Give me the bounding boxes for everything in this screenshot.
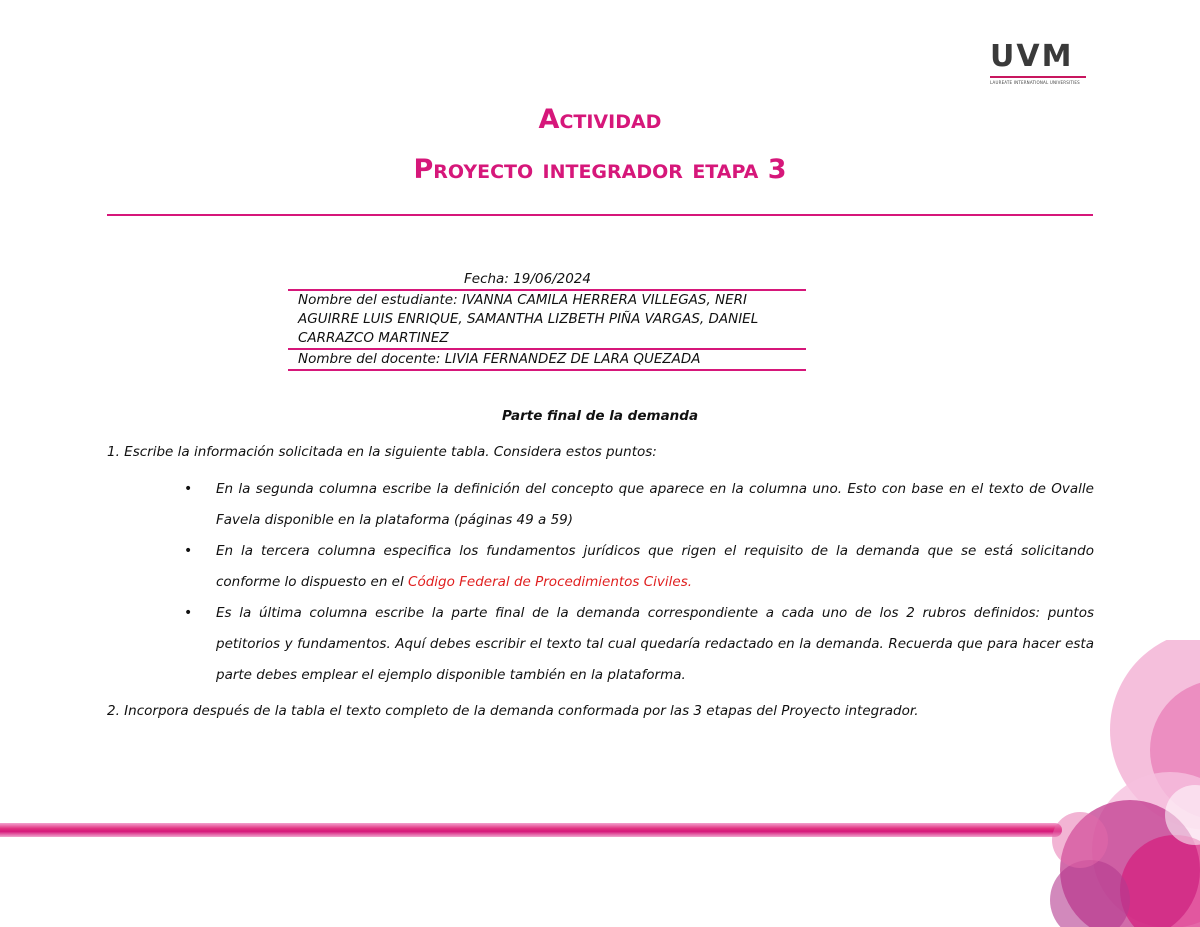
logo-text: UVM [990, 39, 1074, 74]
bullet-text: En la segunda columna escribe la definición del concepto que aparece en la columna uno. Esto con base en el texto de Ovalle Favela disponible en la plataforma (páginas 49 a 59) [216, 481, 1094, 528]
students-field [288, 291, 806, 350]
logo-underline [990, 76, 1086, 78]
teacher-field: Nombre del docente: LIVIA FERNANDEZ DE LARA QUEZADA [288, 350, 806, 371]
bullet-item [176, 474, 1094, 536]
logo-subtitle: LAUREATE INTERNATIONAL UNIVERSITIES [990, 80, 1080, 85]
bullet-item [176, 536, 1094, 598]
bullet-dot-icon: • [184, 481, 193, 497]
instruction-1: 1. Escribe la información solicitada en la siguiente tabla. Considera estos puntos: [107, 444, 657, 460]
section-title: Parte final de la demanda [501, 408, 699, 424]
bullet-text: En la tercera columna especifica los fundamentos jurídicos que rigen el requisito de la demanda que se está solicitando conforme lo dispuesto en el [216, 543, 1094, 590]
activity-title: Actividad [538, 104, 662, 135]
student-info-block [288, 270, 806, 371]
date-field: Fecha: 19/06/2024 [288, 270, 806, 291]
bullet-item [176, 598, 1094, 691]
students-names: IVANNA CAMILA HERRERA VILLEGAS, NERI AGUIRRE LUIS ENRIQUE, SAMANTHA LIZBETH PIÑA VARGAS, DANIEL CARRAZCO MARTINEZ [298, 292, 759, 346]
students-label: Nombre del estudiante: [298, 292, 458, 308]
code-link[interactable]: Código Federal de Procedimientos Civiles. [408, 574, 693, 590]
uvm-logo [990, 39, 1090, 86]
instruction-2: 2. Incorpora después de la tabla el texto completo de la demanda conformada por las 3 etapas del Proyecto integrador. [107, 703, 919, 719]
instruction-bullets [176, 474, 1094, 691]
bullet-dot-icon: • [184, 605, 193, 621]
decorative-circles [1020, 640, 1200, 927]
bullet-text: Es la última columna escribe la parte final de la demanda correspondiente a cada uno de los 2 rubros definidos: puntos petitorios y fundamentos. Aquí debes escribir el texto tal cual quedaría redactado en la demanda. Recuerda que para hacer esta parte debes emplear el ejemplo disponible también en la plataforma. [216, 605, 1094, 683]
bullet-dot-icon: • [184, 543, 193, 559]
footer-bar [0, 823, 1062, 837]
title-divider [107, 214, 1093, 216]
project-title: Proyecto integrador etapa 3 [413, 154, 787, 185]
